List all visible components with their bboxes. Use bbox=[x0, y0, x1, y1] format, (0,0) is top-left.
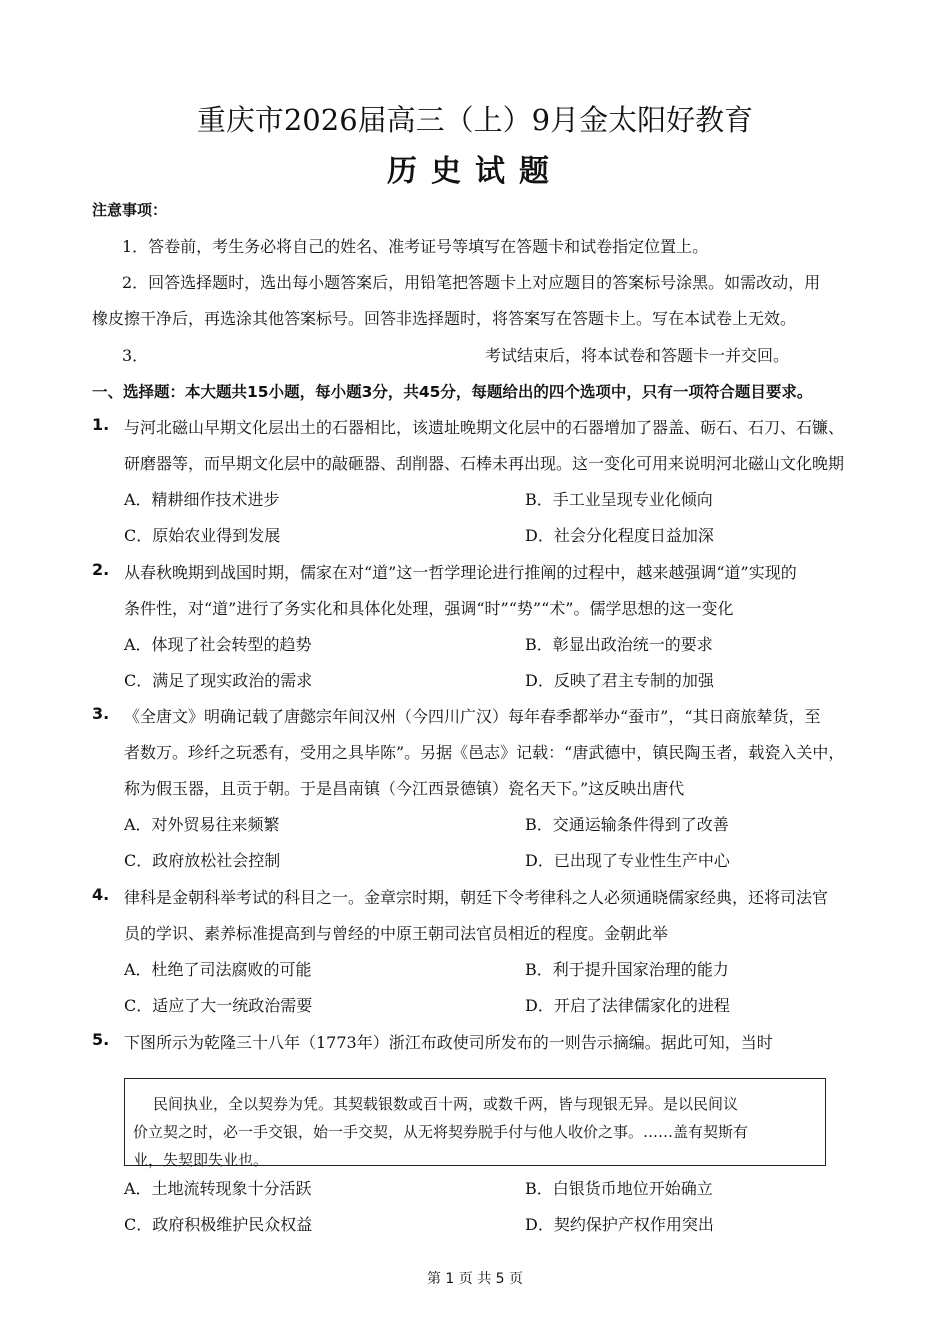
question-2-line-1: 从春秋晚期到战国时期，儒家在对“道”这一哲学理论进行推阐的过程中，越来越强调“道”实现的 bbox=[124, 563, 797, 582]
notice-item-2-line-1: 2．回答选择题时，选出每小题答案后，用铅笔把答题卡上对应题目的答案标号涂黑。如需改动，用 bbox=[122, 273, 821, 292]
edict-excerpt-box bbox=[124, 1078, 826, 1169]
question-3-line-1: 《全唐文》明确记载了唐懿宗年间汉州（今四川广汉）每年春季都举办“蚕市”，“其日商旅辇货，至 bbox=[124, 707, 821, 726]
page-footer: 第 1 页 共 5 页 bbox=[426, 1271, 524, 1287]
edict-line-2: 价立契之时，必一手交银，始一手交契，从无将契券脱手付与他人收价之事。……盖有契斯有 bbox=[133, 1123, 749, 1141]
notice-item-1: 1．答卷前，考生务必将自己的姓名、准考证号等填写在答题卡和试卷指定位置上。 bbox=[122, 237, 709, 256]
question-5-line-1: 下图所示为乾隆三十八年（1773年）浙江布政使司所发布的一则告示摘编。据此可知，当时 bbox=[124, 1033, 773, 1052]
question-5-option-c[interactable]: C．政府积极维护民众权益 bbox=[124, 1215, 313, 1234]
question-2-number: 2. bbox=[92, 560, 110, 579]
question-4-option-d[interactable]: D．开启了法律儒家化的进程 bbox=[525, 996, 730, 1015]
question-5-option-d[interactable]: D．契约保护产权作用突出 bbox=[525, 1215, 714, 1234]
subject-title: 历史试题 bbox=[387, 154, 563, 189]
notice-item-3-number: 3． bbox=[122, 346, 149, 365]
question-1-number: 1. bbox=[92, 415, 110, 434]
question-3-option-c[interactable]: C．政府放松社会控制 bbox=[124, 851, 281, 870]
question-3-number: 3. bbox=[92, 704, 110, 723]
question-4-option-c[interactable]: C．适应了大一统政治需要 bbox=[124, 996, 313, 1015]
question-3-option-d[interactable]: D．已出现了专业性生产中心 bbox=[525, 851, 730, 870]
question-3-line-3: 称为假玉器，且贡于朝。于是昌南镇（今江西景德镇）瓷名天下。”这反映出唐代 bbox=[124, 779, 685, 798]
question-4-option-a[interactable]: A．杜绝了司法腐败的可能 bbox=[124, 960, 312, 979]
question-2-option-c[interactable]: C．满足了现实政治的需求 bbox=[124, 671, 313, 690]
question-2-option-d[interactable]: D．反映了君主专制的加强 bbox=[525, 671, 714, 690]
question-4-line-2: 员的学识、素养标准提高到与曾经的中原王朝司法官员相近的程度。金朝此举 bbox=[124, 924, 669, 943]
question-1-option-a[interactable]: A．精耕细作技术进步 bbox=[124, 490, 280, 509]
question-1-line-2: 研磨器等，而早期文化层中的敲砸器、刮削器、石棒未再出现。这一变化可用来说明河北磁山文化晚期 bbox=[124, 454, 845, 473]
question-3-option-a[interactable]: A．对外贸易往来频繁 bbox=[124, 815, 280, 834]
question-2-line-2: 条件性，对“道”进行了务实化和具体化处理，强调“时”“势”“术”。儒学思想的这一变化 bbox=[124, 599, 734, 618]
question-4-line-1: 律科是金朝科举考试的科目之一。金章宗时期，朝廷下令考律科之人必须通晓儒家经典，还将司法官 bbox=[124, 888, 829, 907]
question-1-line-1: 与河北磁山早期文化层出土的石器相比，该遗址晚期文化层中的石器增加了器盖、砺石、石刀、石镰、 bbox=[124, 418, 845, 437]
edict-line-1: 民间执业，全以契券为凭。其契载银数或百十两，或数千两，皆与现银无异。是以民间议 bbox=[153, 1095, 739, 1113]
notice-item-3-text: 考试结束后，将本试卷和答题卡一并交回。 bbox=[485, 346, 790, 365]
question-4-option-b[interactable]: B．利于提升国家治理的能力 bbox=[525, 960, 729, 979]
question-5-option-a[interactable]: A．土地流转现象十分活跃 bbox=[124, 1179, 312, 1198]
question-3-option-b[interactable]: B．交通运输条件得到了改善 bbox=[525, 815, 729, 834]
section-1-heading: 一、选择题：本大题共15小题，每小题3分，共45分，每题给出的四个选项中，只有一项符合题目要求。 bbox=[92, 383, 813, 401]
question-2-option-b[interactable]: B．彰显出政治统一的要求 bbox=[525, 635, 713, 654]
notice-item-2-line-2: 橡皮擦干净后，再选涂其他答案标号。回答非选择题时，将答案写在答题卡上。写在本试卷上无效。 bbox=[92, 309, 797, 328]
question-5-option-b[interactable]: B．白银货币地位开始确立 bbox=[525, 1179, 713, 1198]
question-2-option-a[interactable]: A．体现了社会转型的趋势 bbox=[124, 635, 312, 654]
question-1-option-b[interactable]: B．手工业呈现专业化倾向 bbox=[525, 490, 713, 509]
question-3-line-2: 者数万。珍纤之玩悉有，受用之具毕陈”。另据《邑志》记载：“唐武德中，镇民陶玉者，载瓷入关中， bbox=[124, 743, 845, 762]
notice-heading: 注意事项： bbox=[92, 201, 168, 219]
question-5-number: 5. bbox=[92, 1030, 110, 1049]
exam-title: 重庆市2026届高三（上）9月金太阳好教育 bbox=[196, 103, 754, 137]
question-1-option-c[interactable]: C．原始农业得到发展 bbox=[124, 526, 281, 545]
question-1-option-d[interactable]: D．社会分化程度日益加深 bbox=[525, 526, 714, 545]
edict-line-3: 业，失契即失业也。 bbox=[133, 1151, 269, 1169]
question-4-number: 4. bbox=[92, 885, 110, 904]
